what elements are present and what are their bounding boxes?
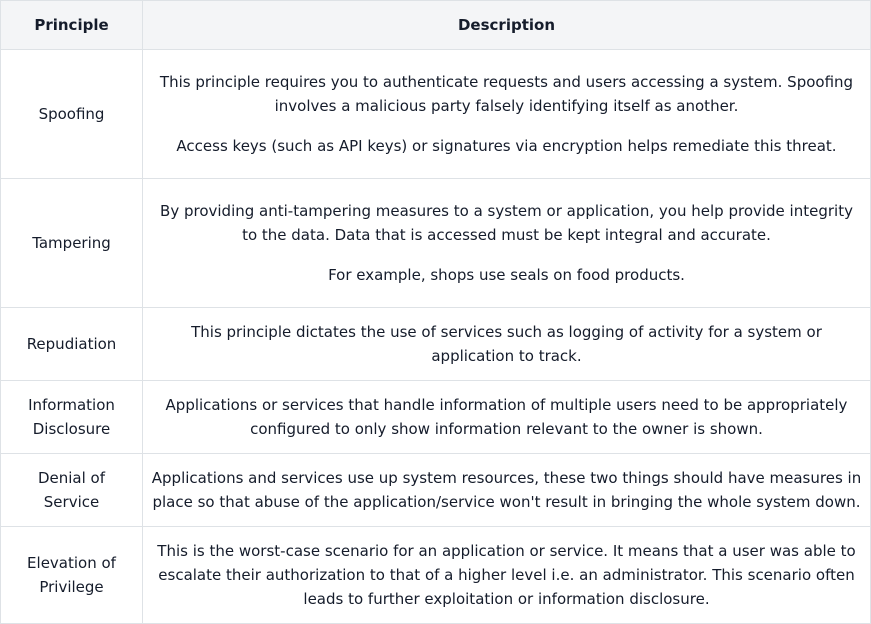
table-row bbox=[1, 50, 871, 179]
principle-cell: Information Disclosure bbox=[1, 381, 143, 454]
principle-cell: Elevation of Privilege bbox=[1, 527, 143, 624]
table-row bbox=[1, 179, 871, 308]
description-paragraph: This is the worst-case scenario for an application or service. It means that a user was able to escalate their authorization to that of a higher level i.e. an administrator. This scenario often leads to further exploitation or information disclosure. bbox=[157, 542, 856, 608]
description-paragraph: This principle requires you to authenticate requests and users accessing a system. Spoofing involves a malicious party falsely identifying itself as another. bbox=[159, 73, 854, 115]
description-paragraph: This principle dictates the use of services such as logging of activity for a system or application to track. bbox=[191, 323, 822, 365]
table-header bbox=[1, 1, 871, 50]
principle-cell: Spoofing bbox=[1, 50, 143, 179]
description-cell bbox=[143, 454, 871, 527]
table-row bbox=[1, 527, 871, 624]
table-row bbox=[1, 381, 871, 454]
table-row bbox=[1, 454, 871, 527]
principle-cell: Denial of Service bbox=[1, 454, 143, 527]
description-cell bbox=[143, 179, 871, 308]
principle-cell: Repudiation bbox=[1, 308, 143, 381]
description-paragraph: Applications and services use up system resources, these two things should have measures in place so that abuse of the application/service won't result in bringing the whole system down. bbox=[151, 469, 862, 511]
description-paragraph: By providing anti-tampering measures to a system or application, you help provide integrity to the data. Data that is accessed must be kept integral and accurate. bbox=[160, 202, 853, 244]
principle-cell: Tampering bbox=[1, 179, 143, 308]
description-cell bbox=[143, 527, 871, 624]
description-paragraph: For example, shops use seals on food products. bbox=[328, 266, 685, 284]
description-cell bbox=[143, 381, 871, 454]
header-description: Description bbox=[143, 1, 871, 50]
table-row bbox=[1, 308, 871, 381]
description-cell bbox=[143, 308, 871, 381]
header-row bbox=[1, 1, 871, 50]
description-cell bbox=[143, 50, 871, 179]
header-principle: Principle bbox=[1, 1, 143, 50]
description-paragraph: Applications or services that handle information of multiple users need to be appropriately configured to only show information relevant to the owner is shown. bbox=[165, 396, 848, 438]
table-body bbox=[1, 50, 871, 624]
description-paragraph: Access keys (such as API keys) or signatures via encryption helps remediate this threat. bbox=[176, 137, 837, 155]
